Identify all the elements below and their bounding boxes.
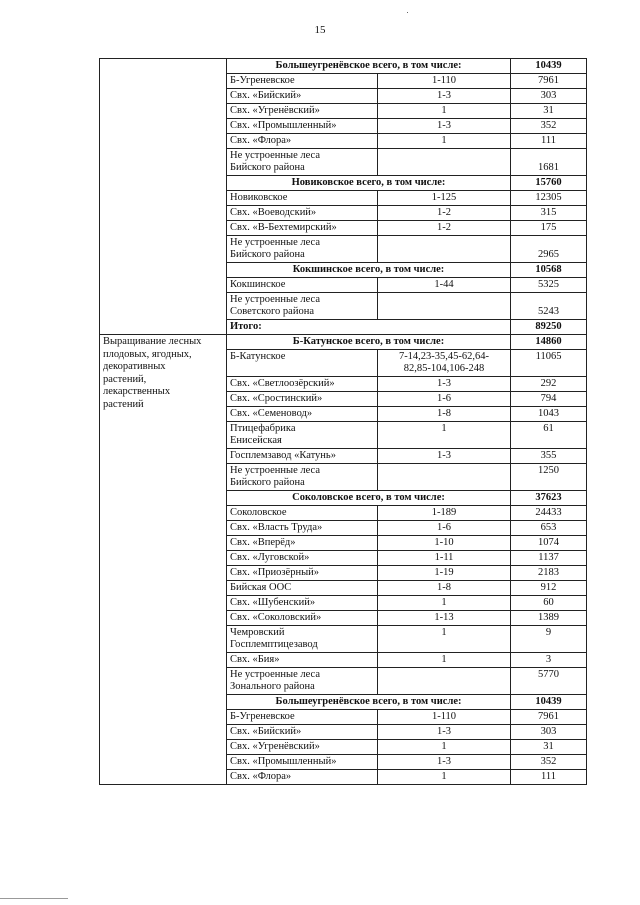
area-value: 11065	[511, 350, 587, 377]
enterprise-name: Б-Угреневское	[227, 710, 378, 725]
quarter-numbers: 1-19	[378, 566, 511, 581]
enterprise-name: Свх. «Промышленный»	[227, 119, 378, 134]
enterprise-name-line: Не устроенные леса	[230, 294, 320, 305]
category-line: Выращивание лесных	[103, 336, 202, 347]
category-line: декоративных	[103, 361, 166, 372]
enterprise-name-line: Не устроенные леса	[230, 465, 320, 476]
area-value: 2183	[511, 566, 587, 581]
quarter-numbers: 1	[378, 740, 511, 755]
enterprise-name: Свх. «Воеводский»	[227, 206, 378, 221]
category-cell	[100, 335, 227, 785]
quarter-numbers: 1-6	[378, 392, 511, 407]
quarter-numbers	[378, 464, 511, 491]
enterprise-name: Свх. «Флора»	[227, 770, 378, 785]
quarter-numbers-line: 82,85-104,106-248	[403, 363, 485, 374]
enterprise-name-line: Бийского района	[230, 249, 305, 260]
category-cell-empty	[100, 59, 227, 335]
table-row	[100, 335, 587, 350]
area-value: 60	[511, 596, 587, 611]
enterprise-name: Кокшинское	[227, 278, 378, 293]
quarter-numbers: 1-125	[378, 191, 511, 206]
quarter-numbers	[378, 350, 511, 377]
subtotal-value: 37623	[511, 491, 587, 506]
enterprise-name-line: Не устроенные леса	[230, 150, 320, 161]
quarter-numbers: 1-110	[378, 710, 511, 725]
subtotal-value: 10439	[511, 695, 587, 710]
enterprise-name: Бийская ООС	[227, 581, 378, 596]
area-value: 1389	[511, 611, 587, 626]
total-value: 89250	[511, 320, 587, 335]
area-value: 352	[511, 119, 587, 134]
area-value: 111	[511, 134, 587, 149]
quarter-numbers: 1-3	[378, 119, 511, 134]
area-value: 1681	[511, 149, 587, 176]
category-line: лекарственных	[103, 386, 171, 397]
area-value: 5243	[511, 293, 587, 320]
subtotal-label: Новиковское всего, в том числе:	[227, 176, 511, 191]
enterprise-name: Свх. «Шубенский»	[227, 596, 378, 611]
subtotal-value: 14860	[511, 335, 587, 350]
enterprise-name: Свх. «Семеновод»	[227, 407, 378, 422]
area-value: 24433	[511, 506, 587, 521]
quarter-numbers: 1-3	[378, 755, 511, 770]
table-body	[100, 59, 587, 785]
quarter-numbers: 1-3	[378, 89, 511, 104]
enterprise-name: Госплемзавод «Катунь»	[227, 449, 378, 464]
quarter-numbers: 1-11	[378, 551, 511, 566]
quarter-numbers: 1-8	[378, 581, 511, 596]
enterprise-name: Соколовское	[227, 506, 378, 521]
subtotal-label: Кокшинское всего, в том числе:	[227, 263, 511, 278]
quarter-numbers: 1-3	[378, 725, 511, 740]
quarter-numbers: 1	[378, 422, 511, 449]
area-value: 1250	[511, 464, 587, 491]
enterprise-name	[227, 236, 378, 263]
area-value: 355	[511, 449, 587, 464]
enterprise-name: Свх. «Сростинский»	[227, 392, 378, 407]
quarter-numbers: 1-13	[378, 611, 511, 626]
subtotal-value: 10439	[511, 59, 587, 74]
area-value: 303	[511, 725, 587, 740]
area-value: 31	[511, 104, 587, 119]
enterprise-name: Б-Катунское	[227, 350, 378, 377]
area-value: 1137	[511, 551, 587, 566]
area-value: 912	[511, 581, 587, 596]
enterprise-name: Свх. «В-Бехтемирский»	[227, 221, 378, 236]
subtotal-label: Большеугренёвское всего, в том числе:	[227, 59, 511, 74]
enterprise-name-line: Птицефабрика	[230, 423, 296, 434]
enterprise-name	[227, 464, 378, 491]
forestry-table	[99, 58, 587, 785]
quarter-numbers: 1	[378, 626, 511, 653]
enterprise-name: Свх. «Соколовский»	[227, 611, 378, 626]
area-value: 1074	[511, 536, 587, 551]
enterprise-name-line: Советского района	[230, 306, 314, 317]
enterprise-name: Свх. «Бийский»	[227, 89, 378, 104]
quarter-numbers	[378, 149, 511, 176]
enterprise-name	[227, 668, 378, 695]
quarter-numbers-line: 7-14,23-35,45-62,64-	[398, 351, 490, 362]
quarter-numbers: 1	[378, 653, 511, 668]
area-value: 794	[511, 392, 587, 407]
enterprise-name	[227, 149, 378, 176]
quarter-numbers: 1-10	[378, 536, 511, 551]
quarter-numbers	[378, 668, 511, 695]
quarter-numbers: 1-189	[378, 506, 511, 521]
category-line: плодовых, ягодных,	[103, 348, 192, 360]
quarter-numbers: 1-6	[378, 521, 511, 536]
area-value: 1043	[511, 407, 587, 422]
area-value: 9	[511, 626, 587, 653]
quarter-numbers: 1-3	[378, 377, 511, 392]
area-value: 5770	[511, 668, 587, 695]
enterprise-name-line: Зонального района	[230, 681, 315, 692]
quarter-numbers: 1	[378, 104, 511, 119]
area-value: 61	[511, 422, 587, 449]
area-value: 7961	[511, 74, 587, 89]
enterprise-name-line: Не устроенные леса	[230, 237, 320, 248]
quarter-numbers	[378, 236, 511, 263]
enterprise-name	[227, 422, 378, 449]
area-value: 175	[511, 221, 587, 236]
area-value: 3	[511, 653, 587, 668]
enterprise-name: Свх. «Бия»	[227, 653, 378, 668]
category-line: растений,	[103, 373, 147, 385]
enterprise-name: Свх. «Флора»	[227, 134, 378, 149]
area-value: 292	[511, 377, 587, 392]
subtotal-label: Большеугренёвское всего, в том числе:	[227, 695, 511, 710]
area-value: 2965	[511, 236, 587, 263]
subtotal-label: Соколовское всего, в том числе:	[227, 491, 511, 506]
enterprise-name: Б-Угреневское	[227, 74, 378, 89]
area-value: 5325	[511, 278, 587, 293]
enterprise-name: Свх. «Бийский»	[227, 725, 378, 740]
area-value: 303	[511, 89, 587, 104]
subtotal-value: 10568	[511, 263, 587, 278]
enterprise-name-line: Не устроенные леса	[230, 669, 320, 680]
category-line: растений	[103, 398, 144, 410]
quarter-numbers: 1-3	[378, 449, 511, 464]
quarter-numbers: 1	[378, 596, 511, 611]
subtotal-label: Б-Катунское всего, в том числе:	[227, 335, 511, 350]
enterprise-name-line: Бийского района	[230, 162, 305, 173]
enterprise-name: Свх. «Вперёд»	[227, 536, 378, 551]
enterprise-name: Свх. «Светлоозёрский»	[227, 377, 378, 392]
enterprise-name	[227, 293, 378, 320]
quarter-numbers: 1-2	[378, 221, 511, 236]
area-value: 7961	[511, 710, 587, 725]
enterprise-name-line: Бийского района	[230, 477, 305, 488]
total-label: Итого:	[227, 320, 511, 335]
scan-speck	[407, 12, 408, 13]
enterprise-name	[227, 626, 378, 653]
enterprise-name-line: Госплемптицезавод	[230, 639, 318, 650]
quarter-numbers: 1-110	[378, 74, 511, 89]
enterprise-name-line: Чемровский	[230, 627, 285, 638]
quarter-numbers: 1-2	[378, 206, 511, 221]
area-value: 653	[511, 521, 587, 536]
area-value: 12305	[511, 191, 587, 206]
enterprise-name: Новиковское	[227, 191, 378, 206]
quarter-numbers: 1-8	[378, 407, 511, 422]
quarter-numbers: 1	[378, 770, 511, 785]
quarter-numbers	[378, 293, 511, 320]
enterprise-name-line: Енисейская	[230, 435, 282, 446]
enterprise-name: Свх. «Власть Труда»	[227, 521, 378, 536]
page-number: 15	[314, 24, 326, 36]
enterprise-name: Свх. «Приозёрный»	[227, 566, 378, 581]
area-value: 111	[511, 770, 587, 785]
footer-rule	[0, 898, 68, 899]
enterprise-name: Свх. «Угренёвский»	[227, 740, 378, 755]
subtotal-value: 15760	[511, 176, 587, 191]
enterprise-name: Свх. «Луговской»	[227, 551, 378, 566]
quarter-numbers: 1-44	[378, 278, 511, 293]
quarter-numbers: 1	[378, 134, 511, 149]
table-row	[100, 59, 587, 74]
enterprise-name: Свх. «Угренёвский»	[227, 104, 378, 119]
enterprise-name: Свх. «Промышленный»	[227, 755, 378, 770]
area-value: 31	[511, 740, 587, 755]
area-value: 315	[511, 206, 587, 221]
area-value: 352	[511, 755, 587, 770]
